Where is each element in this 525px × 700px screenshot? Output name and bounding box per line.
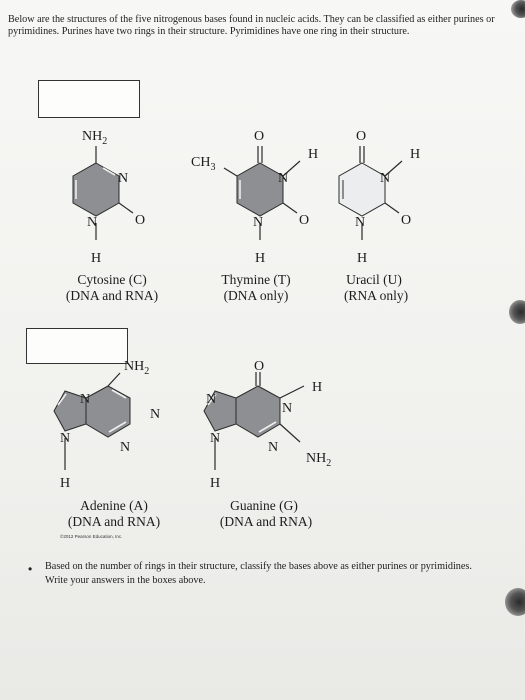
thymine-hydrogen-top-label: H [308,147,319,162]
thymine-n1-label: N [253,215,264,230]
cytosine-structure [73,129,145,266]
cytosine-type: (DNA and RNA) [65,288,159,303]
guanine-n9-label: N [210,431,221,446]
binder-hole-middle [509,300,525,324]
adenine-n1-label: N [150,407,161,422]
uracil-hydrogen-top-label: H [410,147,421,162]
uracil-n1-label: N [355,215,366,230]
adenine-n3-label: N [120,440,131,455]
guanine-n3-label: N [268,440,279,455]
cytosine-ring [73,163,119,216]
thymine-hydrogen-label: H [255,251,266,266]
uracil-name: Uracil (U) [346,272,402,287]
thymine-structure [191,129,318,266]
adenine-ring-six [86,386,130,437]
guanine-ring-six [236,386,280,437]
uracil-n3-label: N [380,171,391,186]
bullet-point: • [28,562,33,576]
thymine-type: (DNA only) [223,288,289,303]
cytosine-n3-label: N [118,171,129,186]
adenine-name: Adenine (A) [80,498,148,513]
uracil-oxygen-label: O [401,213,412,228]
guanine-structure [204,359,331,491]
cytosine-oxygen-label: O [135,213,146,228]
adenine-n9-label: N [60,431,71,446]
guanine-name: Guanine (G) [230,498,298,513]
cytosine-amino-label: $NH_2$ [82,129,108,147]
adenine-n7-label: N [80,392,91,407]
adenine-hydrogen-label: H [60,476,71,491]
guanine-oxygen-label: O [254,359,265,374]
binder-hole-top [511,0,525,18]
guanine-n1-label: N [282,401,293,416]
adenine-type: (DNA and RNA) [67,514,161,529]
thymine-methyl-label: $CH_3$ [191,155,216,173]
uracil-hydrogen-label: H [357,251,368,266]
thymine-oxygen-label: O [299,213,310,228]
guanine-amino-label: $NH_2$ [306,451,332,469]
uracil-ring [339,163,385,216]
guanine-n7-label: N [206,392,217,407]
instructions-text: Based on the number of rings in their structure, classify the bases above as either purines or pyrimidines. Write your answers in the boxes above. [45,561,472,586]
uracil-oxygen-top-label: O [356,129,367,144]
uracil-type: (RNA only) [343,288,409,303]
guanine-hydrogen-label: H [210,476,221,491]
guanine-type: (DNA and RNA) [219,514,313,529]
adenine-structure [54,359,160,491]
thymine-ring [237,163,283,216]
copyright-notice: ©2012 Pearson Education, Inc. [60,534,123,539]
guanine-hydrogen-top-label: H [312,380,323,395]
thymine-name: Thymine (T) [221,272,291,287]
intro-text: Below are the structures of the five nitrogenous bases found in nucleic acids. They can be classified as either purines or pyrimidines. Purines have two rings in their structure. Pyrimidines have one ring in their structure. [8,14,495,38]
uracil-structure [339,129,420,266]
cytosine-n1-label: N [87,215,98,230]
thymine-oxygen-top-label: O [254,129,265,144]
cytosine-name: Cytosine (C) [77,272,147,287]
thymine-n3-label: N [278,171,289,186]
cytosine-hydrogen-label: H [91,251,102,266]
binder-hole-bottom [505,588,525,616]
adenine-amino-label: $NH_2$ [124,359,150,377]
